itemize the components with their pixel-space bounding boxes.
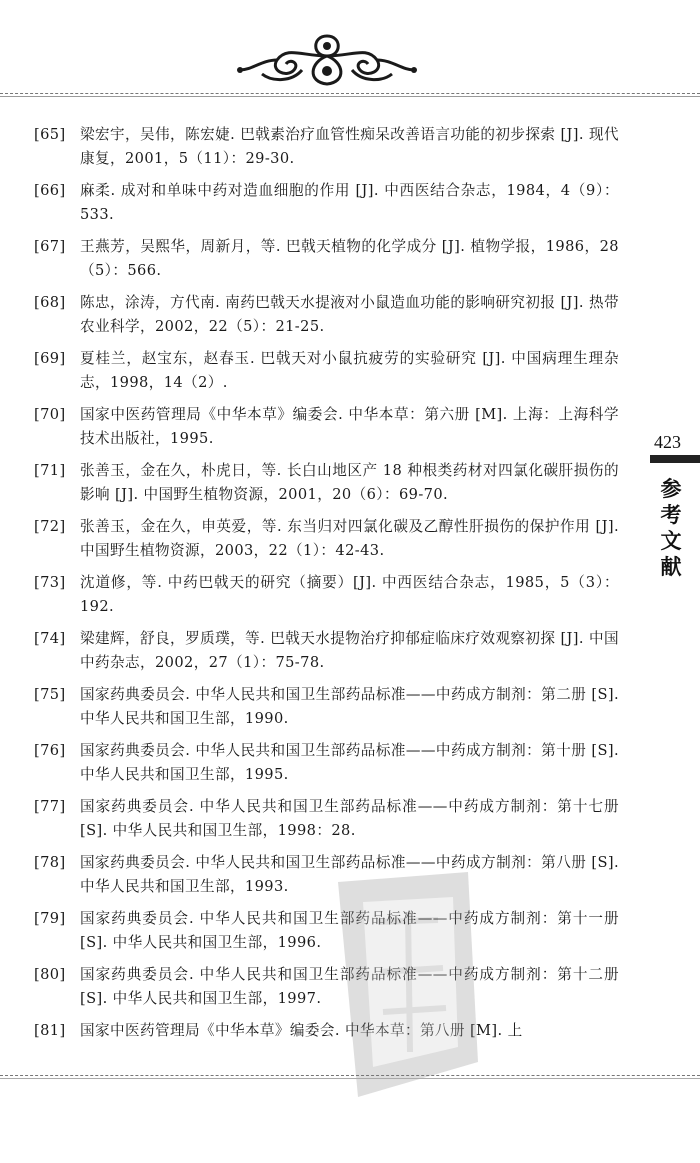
- reference-text: 国家药典委员会. 中华人民共和国卫生部药品标准——中药成方制剂：第十七册 [S]. 中华人民共和国卫生部，1998：28.: [80, 798, 619, 839]
- reference-item: [34, 291, 619, 339]
- reference-number: [74]: [34, 630, 66, 647]
- side-tab-char: 文: [660, 528, 682, 553]
- reference-text: 王燕芳，吴熙华，周新月，等. 巴戟天植物的化学成分 [J]. 植物学报，1986，28（5）：566.: [80, 238, 619, 279]
- bottom-rule-dashed: [0, 1075, 700, 1076]
- reference-number: [78]: [34, 854, 66, 871]
- reference-item: [34, 235, 619, 283]
- reference-text: 夏桂兰，赵宝东，赵春玉. 巴戟天对小鼠抗疲劳的实验研究 [J]. 中国病理生理杂志，1998，14（2）.: [80, 350, 619, 391]
- reference-item: [34, 683, 619, 731]
- reference-number: [73]: [34, 574, 66, 591]
- chapter-side-tab: [656, 476, 686, 580]
- reference-text: 沈道修，等. 中药巴戟天的研究（摘要）[J]. 中西医结合杂志，1985，5（3）：192.: [80, 574, 619, 615]
- reference-text: 张善玉，金在久，申英爱，等. 东当归对四氯化碳及乙醇性肝损伤的保护作用 [J]. 中国野生植物资源，2003，22（1）：42-43.: [80, 518, 619, 559]
- bottom-rule-solid: [0, 1078, 700, 1079]
- side-tab-char: 考: [660, 502, 682, 527]
- reference-text: 陈忠，涂涛，方代南. 南药巴戟天水提液对小鼠造血功能的影响研究初报 [J]. 热带农业科学，2002，22（5）：21-25.: [80, 294, 619, 335]
- reference-number: [80]: [34, 966, 66, 983]
- reference-item: [34, 739, 619, 787]
- reference-number: [67]: [34, 238, 66, 255]
- reference-item: [34, 963, 619, 1011]
- reference-number: [69]: [34, 350, 66, 367]
- reference-text: 国家药典委员会. 中华人民共和国卫生部药品标准——中药成方制剂：第八册 [S]. 中华人民共和国卫生部，1993.: [80, 854, 619, 895]
- reference-text: 麻柔. 成对和单味中药对造血细胞的作用 [J]. 中西医结合杂志，1984，4（9）：533.: [80, 182, 619, 223]
- reference-number: [66]: [34, 182, 66, 199]
- page-number: 423: [654, 432, 681, 452]
- top-rule-dashed: [0, 93, 700, 94]
- reference-number: [72]: [34, 518, 66, 535]
- reference-text: 国家中医药管理局《中华本草》编委会. 中华本草：第六册 [M]. 上海：上海科学技术出版社，1995.: [80, 406, 619, 447]
- reference-item: [34, 459, 619, 507]
- reference-item: [34, 1019, 619, 1043]
- reference-item: [34, 179, 619, 227]
- reference-text: 国家药典委员会. 中华人民共和国卫生部药品标准——中药成方制剂：第十一册 [S]. 中华人民共和国卫生部，1996.: [80, 910, 619, 951]
- reference-text: 梁建辉，舒良，罗质璞，等. 巴戟天水提物治疗抑郁症临床疗效观察初探 [J]. 中国中药杂志，2002，27（1）：75-78.: [80, 630, 619, 671]
- reference-text: 国家中医药管理局《中华本草》编委会. 中华本草：第八册 [M]. 上: [80, 1022, 523, 1039]
- reference-list: [34, 123, 619, 1051]
- reference-number: [71]: [34, 462, 66, 479]
- reference-text: 张善玉，金在久，朴虎日，等. 长白山地区产 18 种根类药材对四氯化碳肝损伤的影响 [J]. 中国野生植物资源，2001，20（6）：69-70.: [80, 462, 619, 503]
- reference-number: [70]: [34, 406, 66, 423]
- reference-text: 国家药典委员会. 中华人民共和国卫生部药品标准——中药成方制剂：第二册 [S]. 中华人民共和国卫生部，1990.: [80, 686, 619, 727]
- top-rule-solid: [0, 96, 700, 97]
- reference-number: [81]: [34, 1022, 66, 1039]
- side-bar-marker: [650, 455, 700, 463]
- reference-text: 国家药典委员会. 中华人民共和国卫生部药品标准——中药成方制剂：第十二册 [S]. 中华人民共和国卫生部，1997.: [80, 966, 619, 1007]
- reference-number: [76]: [34, 742, 66, 759]
- reference-item: [34, 123, 619, 171]
- reference-item: [34, 571, 619, 619]
- reference-item: [34, 515, 619, 563]
- reference-item: [34, 627, 619, 675]
- reference-text: 国家药典委员会. 中华人民共和国卫生部药品标准——中药成方制剂：第十册 [S]. 中华人民共和国卫生部，1995.: [80, 742, 619, 783]
- reference-number: [75]: [34, 686, 66, 703]
- reference-item: [34, 403, 619, 451]
- reference-item: [34, 907, 619, 955]
- reference-item: [34, 347, 619, 395]
- side-tab-char: 献: [660, 554, 682, 579]
- reference-item: [34, 851, 619, 899]
- reference-number: [77]: [34, 798, 66, 815]
- reference-item: [34, 795, 619, 843]
- reference-text: 梁宏宇，吴伟，陈宏婕. 巴戟素治疗血管性痴呆改善语言功能的初步探索 [J]. 现代康复，2001，5（11）：29-30.: [80, 126, 619, 167]
- reference-number: [68]: [34, 294, 66, 311]
- reference-number: [79]: [34, 910, 66, 927]
- side-tab-char: 参: [660, 476, 682, 501]
- ornament-header-icon: [232, 26, 422, 92]
- reference-number: [65]: [34, 126, 66, 143]
